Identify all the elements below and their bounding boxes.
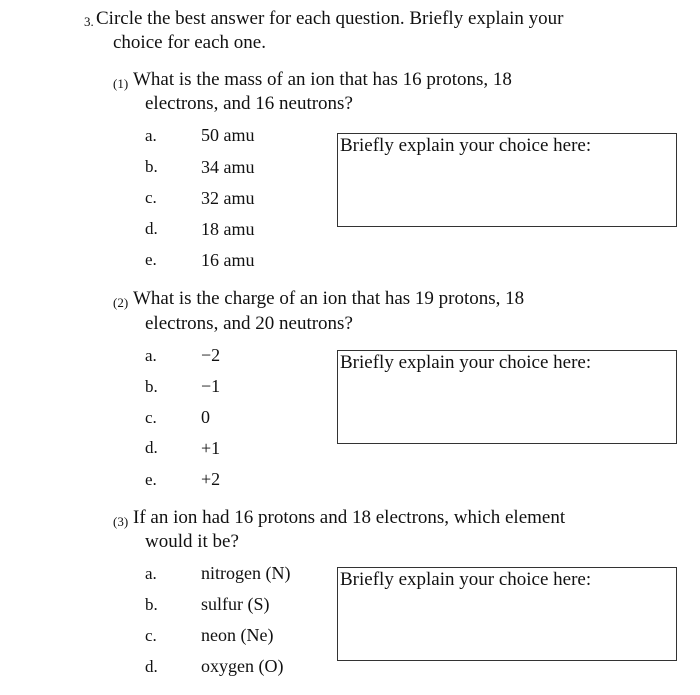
option-letter: c. xyxy=(145,408,157,427)
question-text-line2: electrons, and 16 neutrons? xyxy=(145,93,353,114)
question-number: (2) xyxy=(113,295,129,310)
option-letter: a. xyxy=(145,564,157,583)
option-value: +2 xyxy=(201,469,221,489)
option-value: 34 amu xyxy=(201,157,255,177)
option-value: −2 xyxy=(201,345,221,365)
option-letter: b. xyxy=(145,157,158,176)
question-number: (1) xyxy=(113,76,129,91)
option-value: 32 amu xyxy=(201,188,255,208)
option-value: +1 xyxy=(201,438,221,458)
option-value: 18 amu xyxy=(201,219,255,239)
option-value: −1 xyxy=(201,376,221,396)
option-letter: e. xyxy=(145,250,157,269)
option-letter: e. xyxy=(145,470,157,489)
option-letter: d. xyxy=(145,219,158,238)
option-value: neon (Ne) xyxy=(201,625,274,645)
option-letter: d. xyxy=(145,657,158,676)
explanation-box[interactable] xyxy=(337,133,677,227)
explanation-box[interactable] xyxy=(337,350,677,444)
question-text-line1: What is the charge of an ion that has 19 protons, 18 xyxy=(133,288,525,309)
option-value: nitrogen (N) xyxy=(201,563,291,583)
explanation-box[interactable] xyxy=(337,567,677,661)
option-letter: b. xyxy=(145,377,158,396)
option-value: oxygen (O) xyxy=(201,656,284,676)
option-value: 0 xyxy=(201,407,210,427)
question-text-line2: electrons, and 20 neutrons? xyxy=(145,313,353,334)
option-letter: d. xyxy=(145,438,158,457)
question-text-line1: What is the mass of an ion that has 16 protons, 18 xyxy=(133,69,512,90)
explanation-prompt: Briefly explain your choice here: xyxy=(340,352,592,373)
option-value: 50 amu xyxy=(201,125,255,145)
explanation-prompt: Briefly explain your choice here: xyxy=(340,135,592,156)
problem-instruction-line1: Circle the best answer for each question. Briefly explain your xyxy=(96,8,564,29)
problem-number: 3. xyxy=(84,14,94,29)
option-value: sulfur (S) xyxy=(201,594,270,614)
option-letter: a. xyxy=(145,346,157,365)
question-text-line2: would it be? xyxy=(145,531,239,552)
option-value: 16 amu xyxy=(201,250,255,270)
option-letter: b. xyxy=(145,595,158,614)
problem-instruction-line2: choice for each one. xyxy=(113,32,266,53)
option-letter: c. xyxy=(145,626,157,645)
question-text-line1: If an ion had 16 protons and 18 electrons, which element xyxy=(133,507,566,528)
question-number: (3) xyxy=(113,514,129,529)
option-letter: a. xyxy=(145,126,157,145)
explanation-prompt: Briefly explain your choice here: xyxy=(340,569,592,590)
option-letter: c. xyxy=(145,188,157,207)
